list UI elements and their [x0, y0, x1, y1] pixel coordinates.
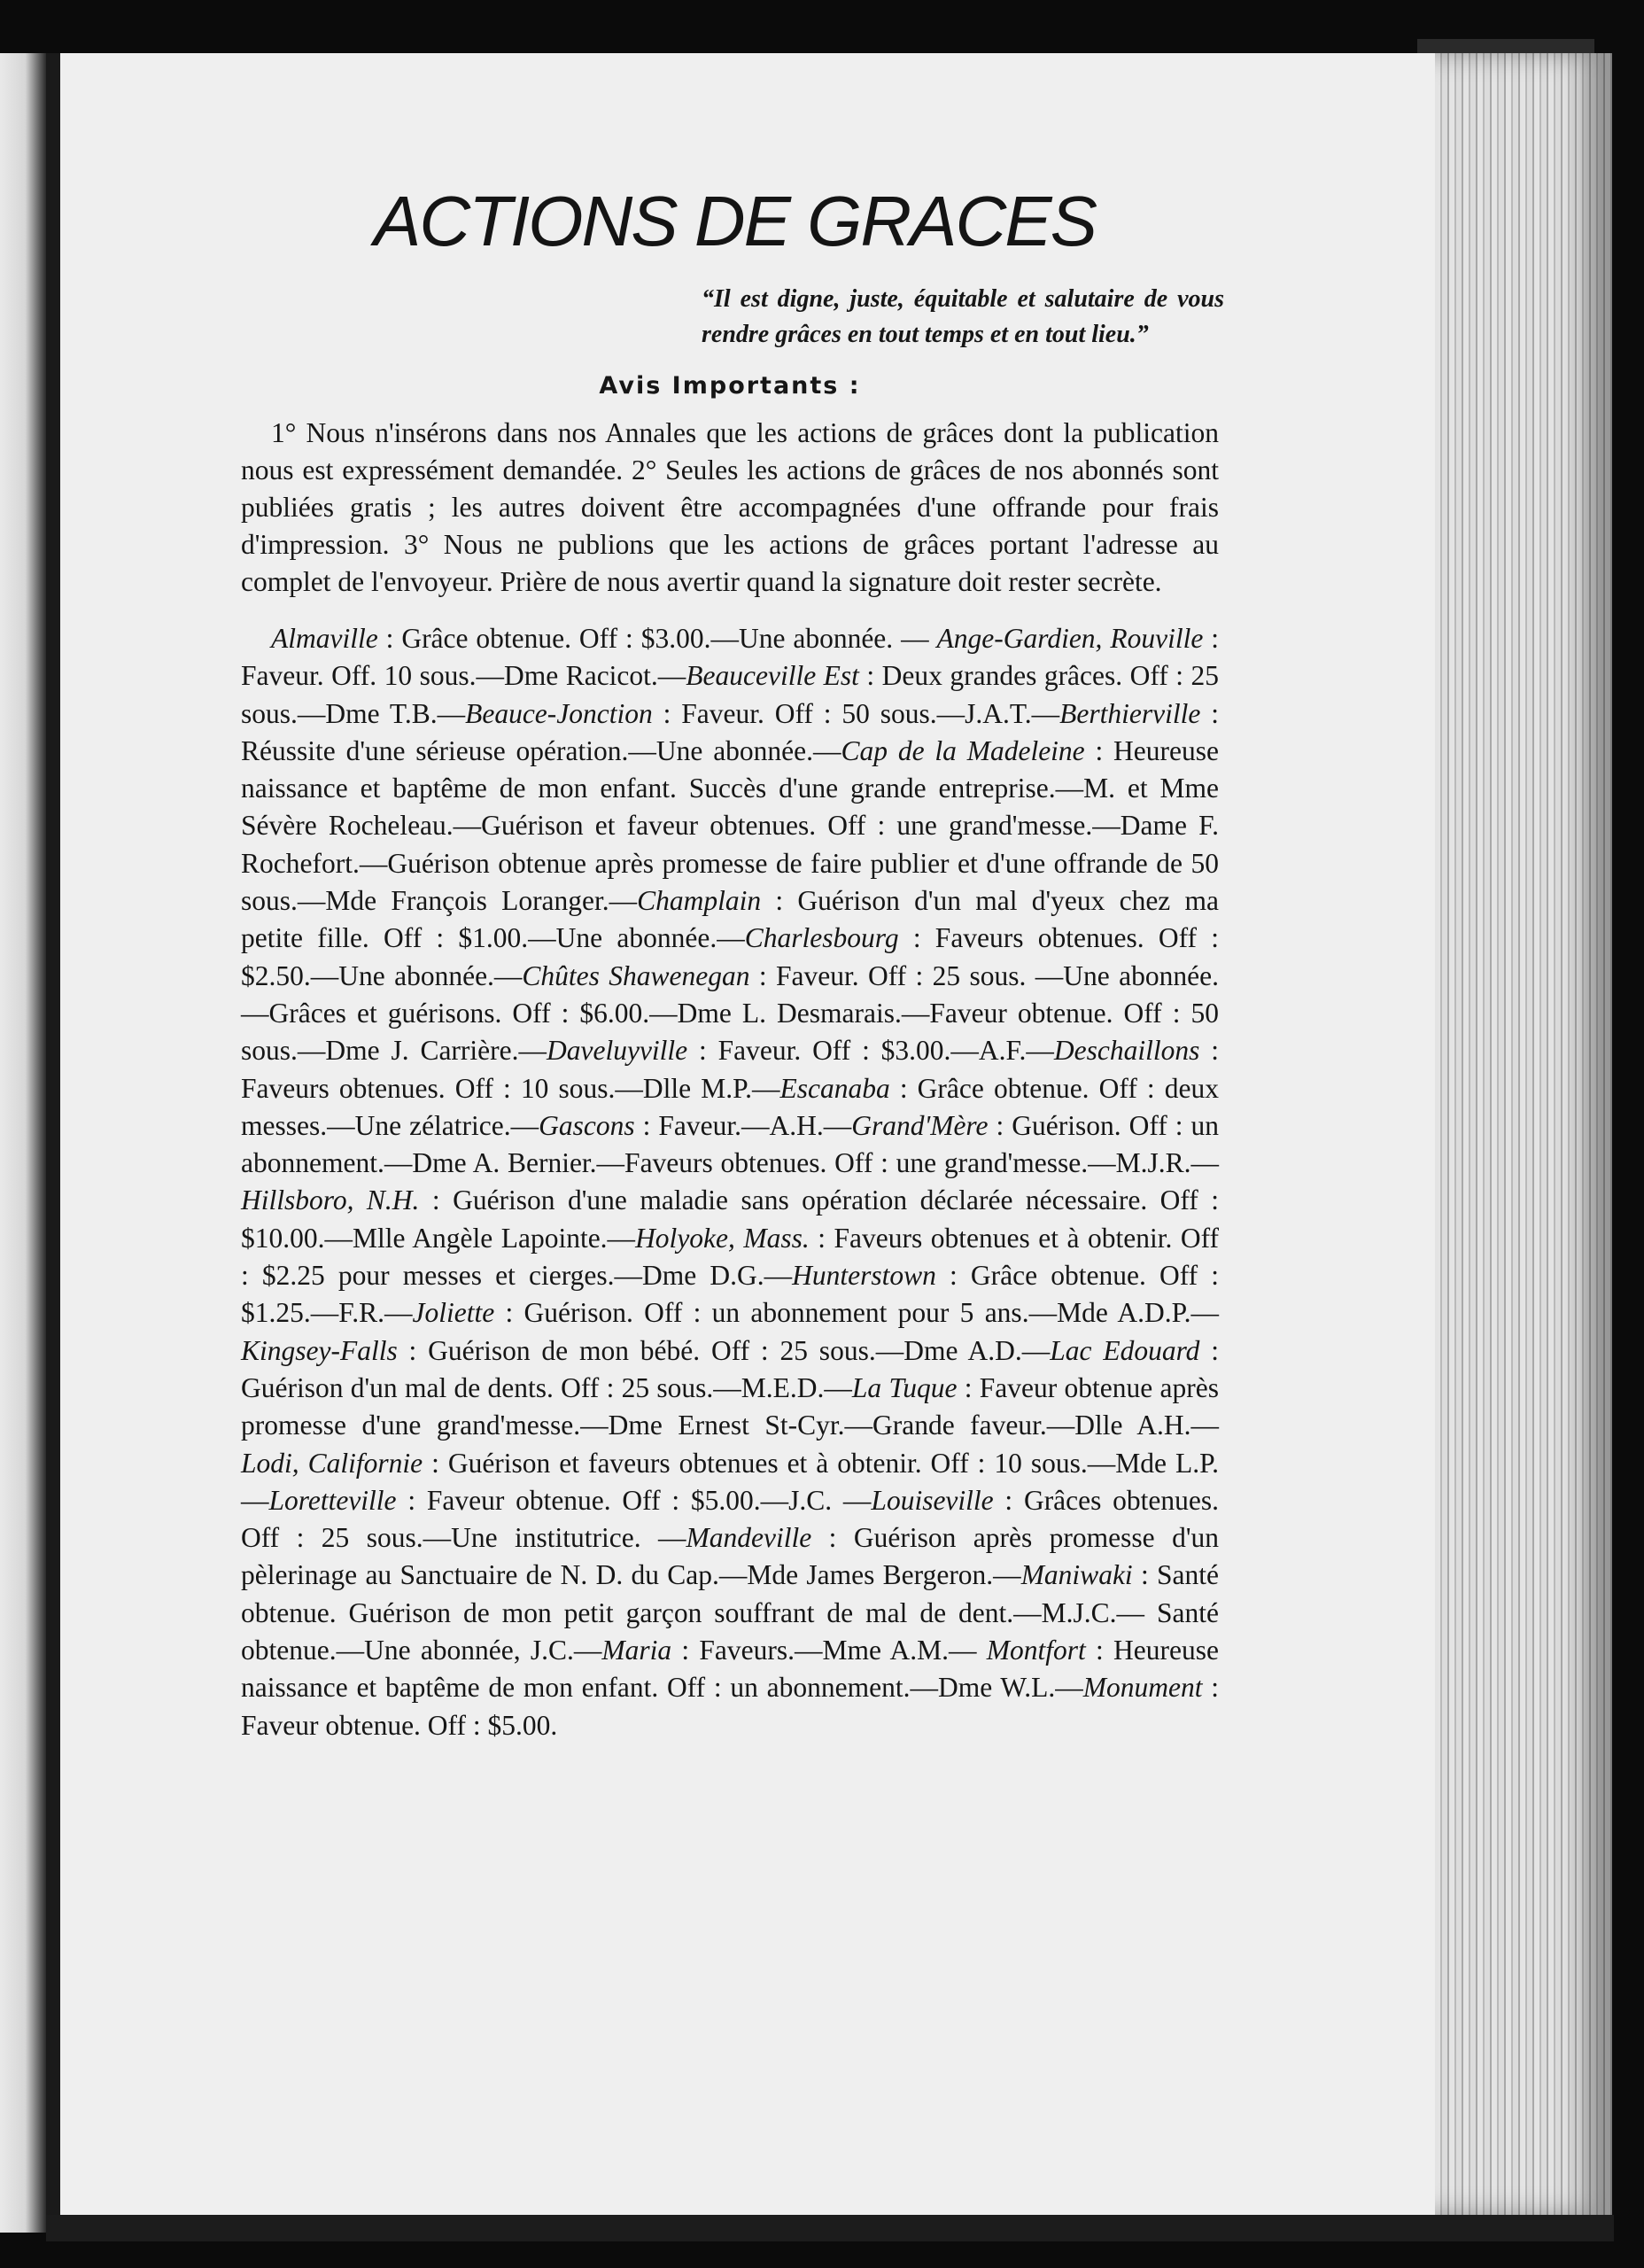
entry-text: : Faveurs obtenues. Off : 10 sous.—Dlle M.P.— — [241, 1035, 1219, 1104]
entry-place: La Tuque — [851, 1371, 958, 1403]
entry-place: Grand'Mère — [851, 1109, 989, 1141]
entry-text: : Heureuse naissance et baptême de mon enfant. Off : un abonnement.—Dme W.L.— — [241, 1635, 1219, 1704]
entry-place: Monument — [1082, 1672, 1203, 1704]
entry-place: Gascons — [539, 1109, 635, 1141]
entry-place: Beauce-Jonction — [465, 697, 653, 729]
entry-place: Hunterstown — [792, 1260, 936, 1292]
entry-text: : Faveur obtenue après promesse d'une grand'messe.—Dme Ernest St-Cyr.—Grande faveur.—Dlle A.H.— — [241, 1371, 1219, 1441]
entry-place: Almaville — [271, 623, 378, 654]
entry-place: Lac Edouard — [1050, 1334, 1200, 1366]
entry-place: Kingsey-Falls — [241, 1334, 398, 1366]
entry-text: : Faveurs obtenues et à obtenir. Off : $2.25 pour messes et cierges.—Dme D.G.— — [241, 1222, 1219, 1292]
notice-body: 1° Nous n'insérons dans nos Annales que les actions de grâces dont la publication nous est expressément demandée. 2° Seules les actions de grâces de nos abonnés sont publiées gratis ; les autres doivent être accompagnées d'une offrande pour frais d'impression. 3° Nous ne publions que les actions de grâces portant l'adresse au complet de l'envoyeur. Prière de nous avertir quand la signature doit rester secrète. — [241, 417, 1219, 597]
entry-text: : Faveur. Off. 10 sous.—Dme Racicot.— — [241, 623, 1219, 692]
entry-place: Cap de la Madeleine — [841, 734, 1085, 766]
entry-text: : Faveurs obtenues. Off : $2.50.—Une abonnée.— — [241, 922, 1219, 991]
entry-place: Hillsboro, N.H. — [241, 1184, 420, 1216]
entry-text: : Guérison. Off : un abonnement.—Dme A. Bernier.—Faveurs obtenues. Off : une grand'messe.—M.J.R.— — [241, 1109, 1219, 1179]
entry-place: Maria — [601, 1635, 672, 1666]
entry-text: : Guérison d'une maladie sans opération déclarée nécessaire. Off : $10.00.—Mlle Angèle Lapointe.— — [241, 1184, 1219, 1254]
entry-place: Ange-Gardien, Rouville — [936, 623, 1204, 654]
entry-text: : Santé obtenue. Guérison de mon petit garçon souffrant de mal de dent.—M.J.C.— Santé obtenue.—Une abonnée, J.C.— — [241, 1559, 1219, 1666]
facing-page-edge — [0, 53, 46, 2233]
epigraph-quote: “Il est digne, juste, équitable et salutaire de vous rendre grâces en tout temps et en tout lieu.” — [702, 285, 1224, 348]
entry-text: : Faveur.—A.H.— — [634, 1109, 852, 1141]
entry-place: Champlain — [637, 885, 762, 917]
entry-place: Escanaba — [779, 1072, 890, 1104]
entry-place: Beauceville Est — [686, 660, 859, 692]
entry-text: : Grâce obtenue. Off : $1.25.—F.R.— — [241, 1260, 1219, 1329]
page-content — [241, 177, 1224, 1744]
entry-text: : Faveur. Off : 25 sous. —Une abonnée.—Grâces et guérisons. Off : $6.00.—Dme L. Desmarais.—Faveur obtenue. Off : 50 sous.—Dme J. Carrière.— — [241, 959, 1219, 1067]
entry-place: Chûtes Shawenegan — [522, 959, 750, 991]
entry-place: Berthierville — [1059, 697, 1201, 729]
entry-text: : Faveur. Off : $3.00.—A.F.— — [687, 1035, 1054, 1067]
entry-text: : Faveur obtenue. Off : $5.00.—J.C. — — [396, 1484, 872, 1516]
entry-place: Mandeville — [686, 1522, 812, 1554]
thanksgiving-entries — [241, 620, 1219, 1744]
entry-text: : Grâces obtenues. Off : 25 sous.—Une institutrice. — — [241, 1484, 1219, 1554]
entry-text: : Réussite d'une sérieuse opération.—Une abonnée.— — [241, 697, 1219, 766]
entry-text: : Guérison. Off : un abonnement pour 5 ans.—Mde A.D.P.— — [494, 1297, 1219, 1329]
entry-text: : Guérison de mon bébé. Off : 25 sous.—Dme A.D.— — [397, 1334, 1051, 1366]
entry-place: Montfort — [986, 1635, 1086, 1666]
entry-text: : Guérison d'un mal de dents. Off : 25 sous.—M.E.D.— — [241, 1334, 1219, 1403]
entry-text: : Guérison et faveurs obtenues et à obtenir. Off : 10 sous.—Mde L.P.— — [241, 1447, 1219, 1516]
bottom-shadow — [46, 2215, 1614, 2241]
entry-place: Lodi, Californie — [241, 1447, 423, 1479]
entry-text: : Faveur. Off : 50 sous.—J.A.T.— — [652, 697, 1060, 729]
entry-place: Joliette — [412, 1297, 495, 1329]
notice-heading: Avis Importants : — [599, 372, 861, 400]
book-spine-shadow — [46, 53, 60, 2241]
page-title: ACTIONS DE GRACES — [374, 182, 1097, 260]
entry-place: Louiseville — [871, 1484, 994, 1516]
entry-text: : Guérison d'un mal d'yeux chez ma petite fille. Off : $1.00.—Une abonnée.— — [241, 885, 1220, 954]
entry-text: : Heureuse naissance et baptême de mon enfant. Succès d'une grande entreprise.—M. et Mme Sévère Rocheleau.—Guérison et faveur obtenues. Off : une grand'messe.—Dame F. Rochefort.—Guérison obtenue après promesse de faire publier et d'une offrande de 50 sous.—Mde François Loranger.— — [241, 734, 1219, 917]
entry-text: : Faveur obtenue. Off : $5.00. — [241, 1672, 1219, 1741]
entry-place: Daveluyville — [547, 1035, 688, 1067]
entry-text: : Grâce obtenue. Off : $3.00.—Une abonnée. — — [377, 623, 937, 654]
entry-place: Charlesbourg — [744, 922, 899, 954]
entry-place: Loretteville — [268, 1484, 397, 1516]
entry-place: Deschaillons — [1053, 1035, 1200, 1067]
entry-text: : Guérison après promesse d'un pèlerinage au Sanctuaire de N. D. du Cap.—Mde James Bergeron.— — [241, 1522, 1219, 1591]
page-stack-edge — [1435, 53, 1612, 2215]
entry-text: : Deux grandes grâces. Off : 25 sous.—Dme T.B.— — [241, 660, 1219, 729]
entry-place: Maniwaki — [1020, 1559, 1133, 1591]
entry-text: : Grâce obtenue. Off : deux messes.—Une zélatrice.— — [241, 1072, 1219, 1141]
entry-place: Holyoke, Mass. — [635, 1222, 810, 1254]
entry-text: : Faveurs.—Mme A.M.— — [671, 1635, 987, 1666]
